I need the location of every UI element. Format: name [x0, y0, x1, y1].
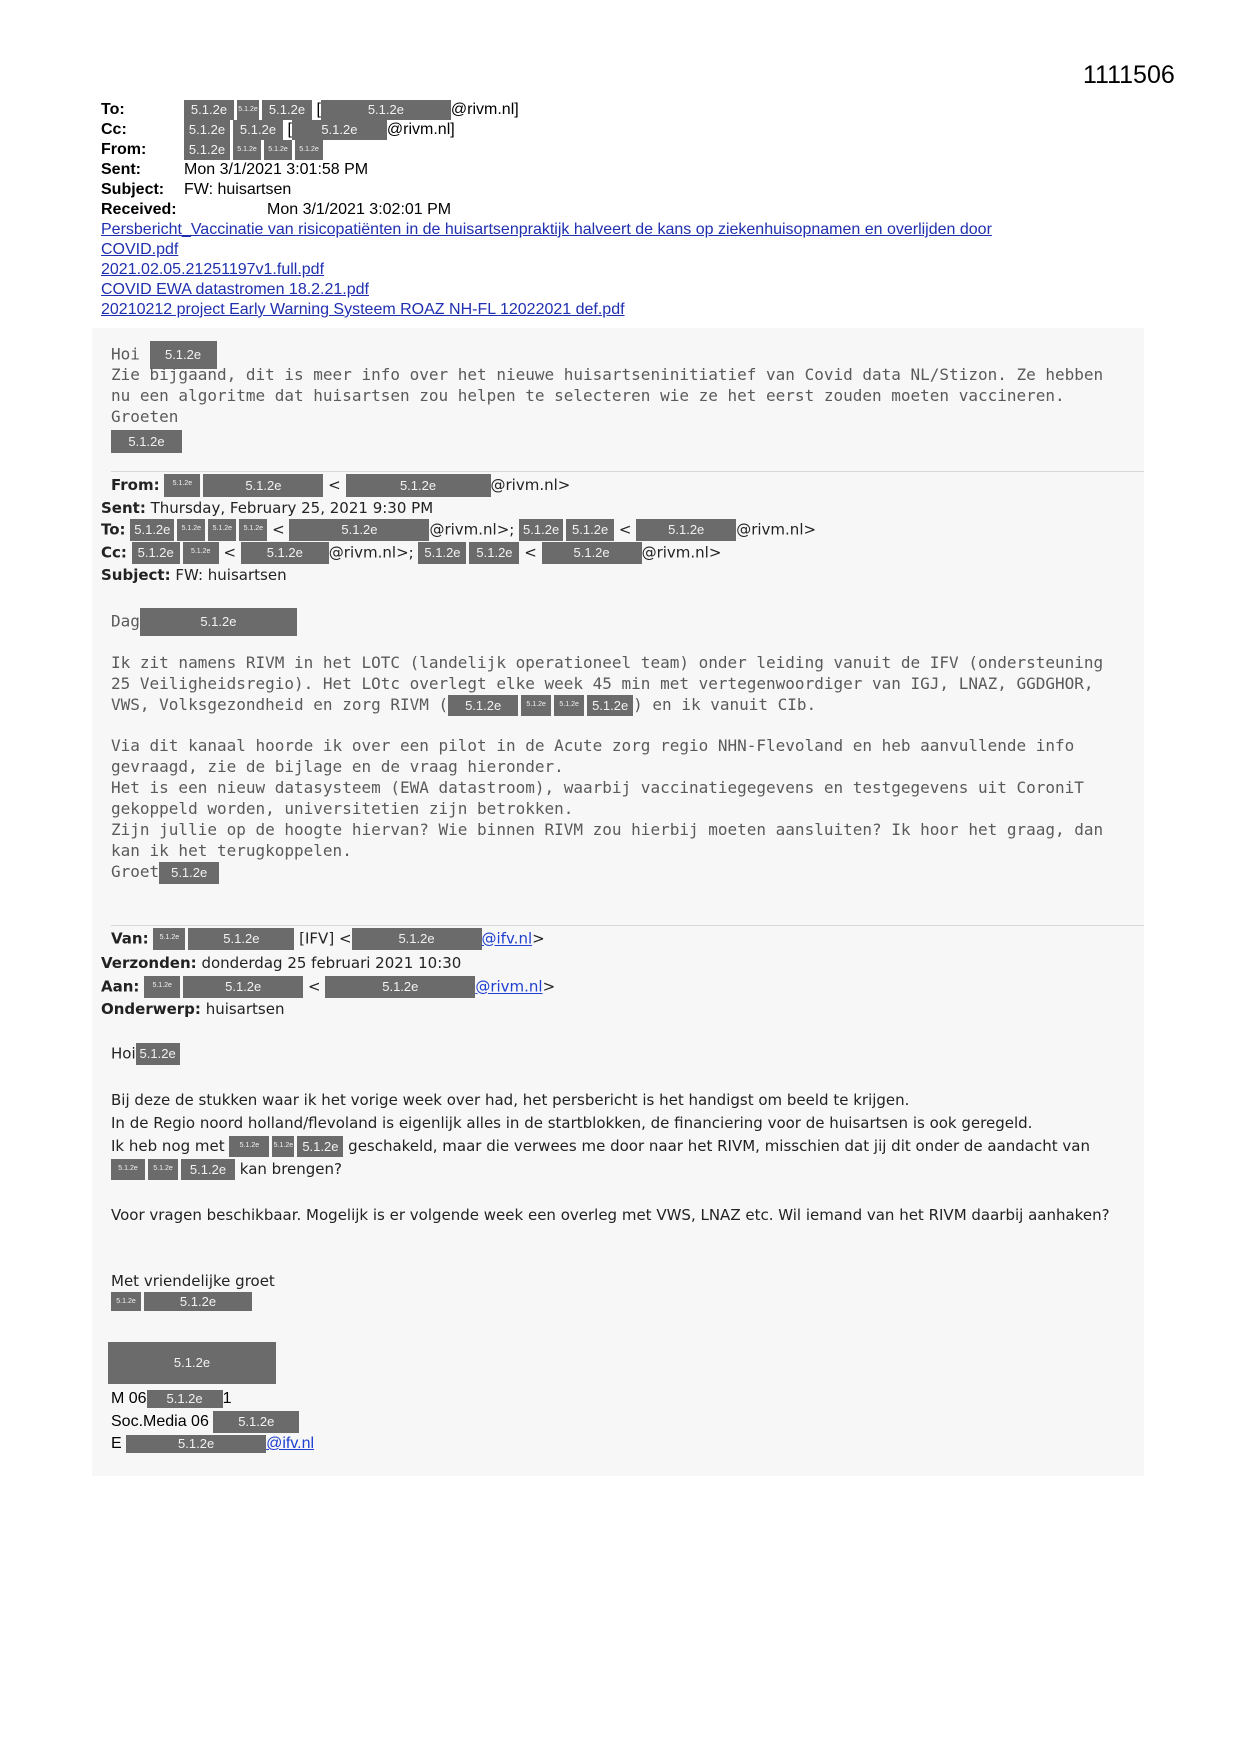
fwd1-sent-row — [101, 498, 433, 519]
to-label: To: — [101, 101, 125, 119]
msg3-para4: Voor vragen beschikbaar. Mogelijk is er volgende week een overleg met VWS, LNAZ etc. Wil iemand van het RIVM daarbij aanhaken? — [111, 1206, 1110, 1224]
redaction: 5.1.2e — [144, 976, 180, 998]
received-label: Received: — [101, 201, 177, 218]
msg3-para2: In de Regio noord holland/flevoland is eigenlijk alles in de startblokken, de financiering voor de huisartsen is ook geregeld. — [111, 1114, 1033, 1132]
redaction: 5.1.2e — [295, 140, 323, 160]
sig-mobile-row: M 06 5.1.2e 1 — [111, 1390, 232, 1407]
fwd2-van-row: Van: 5.1.2e 5.1.2e [IFV] < 5.1.2e @ifv.nl> — [111, 928, 545, 950]
redaction: 5.1.2e — [521, 695, 551, 716]
aan-email-link[interactable]: @rivm.nl — [475, 977, 543, 996]
redaction: 5.1.2e — [325, 976, 475, 998]
redaction: 5.1.2e — [233, 140, 261, 160]
msg3-para3: Ik heb nog met 5.1.2e 5.1.2e 5.1.2e geschakeld, maar die verwees me door naar het RIVM, misschien dat jij dit onder de aandacht van — [111, 1137, 1090, 1155]
to-suffix: @rivm.nl>; — [429, 520, 515, 539]
attachment-link[interactable] — [101, 280, 369, 300]
redaction: 5.1.2e — [566, 519, 614, 541]
redaction: 5.1.2e — [111, 430, 182, 453]
fwd1-cc-row: Cc: 5.1.2e 5.1.2e < 5.1.2e @rivm.nl>; 5.1.2e 5.1.2e < 5.1.2e @rivm.nl> — [101, 542, 721, 564]
msg2-para1: Ik zit namens RIVM in het LOTC (landelijk operationeel team) onder leiding vanuit de IFV (ondersteuning 25 Veiligheidsregio). Het LOtc overlegt elke week 45 min met vertegenwoordiger van IGJ, LNAZ, GGDGHOR, VWS, Volksgezondheid en zorg RIVM ( 5.1.2e 5.1.2e 5.1.2e 5.1.2e ) en ik vanuit CIb. — [111, 653, 1104, 714]
redaction: 5.1.2e — [159, 862, 219, 884]
to-suffix: @rivm.nl] — [450, 101, 519, 119]
van-email-link[interactable]: @ifv.nl — [481, 929, 533, 948]
redaction: 5.1.2e — [346, 474, 491, 497]
sent-label: Sent: — [101, 161, 141, 178]
subject-value: FW: huisartsen — [184, 181, 292, 198]
attachment-link[interactable] — [101, 240, 178, 260]
redaction: 5.1.2e — [239, 519, 267, 541]
redaction: 5.1.2e — [184, 100, 234, 120]
redaction: 5.1.2e — [241, 542, 329, 564]
sig-email-row: E 5.1.2e @ifv.nl — [111, 1435, 315, 1452]
redaction: 5.1.2e — [448, 695, 518, 716]
attachment-persbericht-cont[interactable]: COVID.pdf — [101, 241, 179, 258]
redaction: 5.1.2e — [181, 1159, 235, 1180]
redaction: 5.1.2e — [229, 1136, 269, 1157]
redaction: 5.1.2e — [136, 1043, 180, 1065]
outer-received-row — [101, 200, 451, 220]
sig-email-link[interactable]: @ifv.nl — [266, 1435, 315, 1452]
redaction: 5.1.2e — [272, 1136, 294, 1157]
sent-value: Thursday, February 25, 2021 9:30 PM — [150, 499, 434, 517]
redaction: 5.1.2e — [203, 474, 323, 497]
redaction: 5.1.2e — [111, 1159, 145, 1180]
msg1-closing: Groeten — [111, 407, 179, 426]
to-suffix: @rivm.nl> — [736, 520, 817, 539]
separator — [111, 471, 1144, 472]
van-label: Van: — [111, 929, 149, 948]
redaction: 5.1.2e — [292, 120, 387, 140]
redaction: 5.1.2e — [233, 120, 283, 140]
redaction: 5.1.2e — [519, 519, 563, 541]
sig-socmedia-row: Soc.Media 06 5.1.2e — [111, 1411, 299, 1433]
msg2-greeting: Dag 5.1.2e — [111, 608, 297, 636]
redaction: 5.1.2e — [352, 928, 482, 950]
redaction: 5.1.2e — [164, 474, 200, 497]
msg3-para1: Bij deze de stukken waar ik het vorige week over had, het persbericht is het handigst om beeld te krijgen. — [111, 1091, 910, 1109]
redaction: 5.1.2e — [126, 1435, 266, 1453]
to-label: To: — [101, 520, 126, 539]
fwd1-to-row: To: 5.1.2e 5.1.2e 5.1.2e 5.1.2e < 5.1.2e @rivm.nl>; 5.1.2e 5.1.2e < 5.1.2e @rivm.nl> — [101, 519, 816, 541]
outer-to-row: To: 5.1.2e 5.1.2e 5.1.2e [ 5.1.2e @rivm.nl] — [101, 101, 519, 119]
attachment-link[interactable] — [101, 220, 992, 240]
from-suffix: @rivm.nl> — [490, 476, 571, 494]
redaction: 5.1.2e — [554, 695, 584, 716]
redaction: 5.1.2e — [153, 928, 185, 950]
redaction: 5.1.2e — [542, 542, 642, 564]
redaction: 5.1.2e — [587, 695, 633, 716]
redaction: 5.1.2e — [264, 140, 292, 160]
attachment-persbericht[interactable]: Persbericht_Vaccinatie van risicopatiënten in de huisartsenpraktijk halveert de kans op ziekenhuisopnamen en overlijden door — [101, 221, 992, 238]
redaction: 5.1.2e — [177, 519, 205, 541]
redaction: 5.1.2e — [237, 100, 259, 120]
received-value: Mon 3/1/2021 3:02:01 PM — [267, 201, 452, 218]
redaction: 5.1.2e — [418, 542, 466, 564]
subject-label: Subject: — [101, 566, 171, 584]
msg2-closing: Groet 5.1.2e — [111, 861, 219, 884]
redaction: 5.1.2e — [469, 542, 519, 564]
msg3-greeting: Hoi 5.1.2e — [111, 1043, 180, 1065]
fwd2-verzonden-row — [101, 953, 461, 974]
redaction: 5.1.2e — [297, 1136, 343, 1157]
redaction: 5.1.2e — [144, 1292, 252, 1311]
msg2-para2: Via dit kanaal hoorde ik over een pilot in de Acute zorg regio NHN-Flevoland en heb aanvullende info gevraagd, zie de bijlage en de vraag hieronder. — [111, 736, 1075, 776]
onderwerp-label: Onderwerp: — [101, 1000, 201, 1018]
redaction: 5.1.2e — [213, 1411, 299, 1433]
outer-cc-row: Cc: 5.1.2e 5.1.2e [ 5.1.2e @rivm.nl] — [101, 121, 455, 139]
from-label: From: — [111, 476, 160, 494]
attachment-link[interactable] — [101, 300, 625, 320]
cc-suffix: @rivm.nl> — [641, 543, 722, 562]
cc-label: Cc: — [101, 121, 127, 139]
document-number: 1111506 — [1083, 61, 1175, 89]
cc-label: Cc: — [101, 543, 127, 562]
fwd1-from-row: From: 5.1.2e 5.1.2e < 5.1.2e @rivm.nl> — [111, 474, 570, 497]
verzonden-value: donderdag 25 februari 2021 10:30 — [201, 954, 462, 972]
from-label: From: — [101, 141, 147, 159]
attachment-early-warning[interactable]: 20210212 project Early Warning Systeem ROAZ NH-FL 12022021 def.pdf — [101, 301, 625, 318]
msg1-body: Zie bijgaand, dit is meer info over het nieuwe huisartseninitiatief van Covid data NL/Stizon. Ze hebben nu een algoritme dat huisartsen zou helpen te selecteren wie ze het eerst zouden moeten vaccineren. — [111, 365, 1104, 405]
redaction: 5.1.2e — [183, 542, 219, 564]
redaction: 5.1.2e — [184, 140, 230, 160]
sent-value: Mon 3/1/2021 3:01:58 PM — [184, 161, 369, 178]
msg2-para4: Zijn jullie op de hoogte hiervan? Wie binnen RIVM zou hierbij moeten aansluiten? Ik hoor het graag, dan kan ik het terugkoppelen. — [111, 820, 1104, 860]
redaction: 5.1.2e — [208, 519, 236, 541]
redaction: 5.1.2e — [132, 542, 180, 564]
outer-from-row — [101, 140, 323, 160]
redaction: 5.1.2e — [183, 976, 303, 998]
redaction: 5.1.2e — [147, 1390, 223, 1408]
outer-subject-row — [101, 180, 291, 200]
attachment-full-pdf[interactable]: 2021.02.05.21251197v1.full.pdf — [101, 261, 325, 278]
redaction: 5.1.2e — [289, 519, 429, 541]
onderwerp-value: huisartsen — [205, 1000, 285, 1018]
redaction: 5.1.2e — [111, 1292, 141, 1311]
cc-suffix: @rivm.nl>; — [328, 543, 414, 562]
redaction: 5.1.2e — [636, 519, 736, 541]
redaction: 5.1.2e — [148, 1159, 178, 1180]
van-ifv: [IFV] < — [299, 929, 352, 948]
signature-redaction: 5.1.2e — [108, 1342, 276, 1384]
fwd1-subject-row — [101, 565, 287, 586]
separator — [111, 925, 1144, 926]
redaction: 5.1.2e — [150, 341, 217, 369]
attachment-link[interactable] — [101, 260, 324, 280]
verzonden-label: Verzonden: — [101, 954, 197, 972]
fwd2-onderwerp-row — [101, 999, 284, 1020]
aan-label: Aan: — [101, 977, 140, 996]
sent-label: Sent: — [101, 499, 146, 517]
msg3-closing: Met vriendelijke groet — [111, 1272, 275, 1290]
redaction: 5.1.2e — [140, 608, 297, 636]
attachment-ewa-datastromen[interactable]: COVID EWA datastromen 18.2.21.pdf — [101, 281, 369, 298]
redaction: 5.1.2e — [130, 519, 174, 541]
redaction: 5.1.2e — [184, 120, 230, 140]
outer-sent-row — [101, 160, 368, 180]
msg3-para3-cont: 5.1.2e 5.1.2e 5.1.2e kan brengen? — [111, 1159, 342, 1180]
redaction: 5.1.2e — [188, 928, 294, 950]
msg1-greeting: Hoi 5.1.2e — [111, 341, 217, 369]
redaction: 5.1.2e — [321, 100, 451, 120]
cc-suffix: @rivm.nl] — [386, 121, 455, 139]
subject-value: FW: huisartsen — [175, 566, 287, 584]
redaction: 5.1.2e — [262, 100, 312, 120]
subject-label: Subject: — [101, 181, 165, 198]
msg2-para3: Het is een nieuw datasysteem (EWA datastroom), waarbij vaccinatiegegevens en testgegevens uit CoroniT gekoppeld worden, universitetien zijn betrokken. — [111, 778, 1084, 818]
fwd2-aan-row: Aan: 5.1.2e 5.1.2e < 5.1.2e @rivm.nl> — [101, 976, 555, 998]
